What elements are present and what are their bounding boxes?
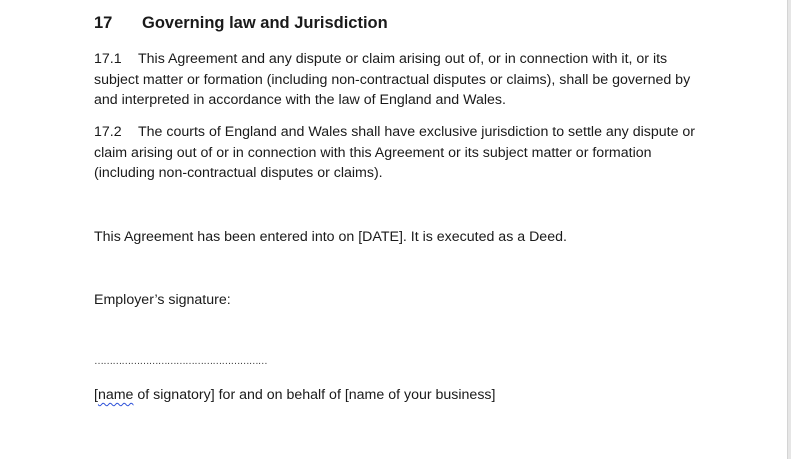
signatory-text: of signatory] for and on behalf of [name of your business] (133, 387, 496, 403)
execution-statement: This Agreement has been entered into on [DATE]. It is executed as a Deed. (94, 229, 567, 245)
clause-number: 17.1 (94, 51, 122, 67)
clause-text: This Agreement and any dispute or claim arising out of, or in connection with it, or its subject matter or formation (including non-contractual disputes or claims), shall be governed by and interpreted in accordance with the law of England and Wales. (94, 51, 691, 109)
signatory-bracket: [ (94, 387, 98, 403)
clause-text: The courts of England and Wales shall have exclusive jurisdiction to settle any dispute or claim arising out of or in connection with this Agreement or its subject matter or formation (including non-contractual disputes or claims). (94, 124, 696, 182)
section-number: 17 (94, 14, 113, 32)
section-title: Governing law and Jurisdiction (142, 14, 388, 32)
clause-number: 17.2 (94, 124, 122, 140)
clause-17-2 (94, 122, 704, 184)
signature-line: ………………………………………………… (94, 356, 267, 367)
clause-17-1 (94, 49, 704, 111)
section-heading (94, 12, 388, 34)
spellcheck-word[interactable]: name (97, 387, 134, 403)
signatory-line (94, 385, 704, 406)
page-edge (787, 0, 791, 459)
signature-label: Employer’s signature: (94, 292, 231, 308)
